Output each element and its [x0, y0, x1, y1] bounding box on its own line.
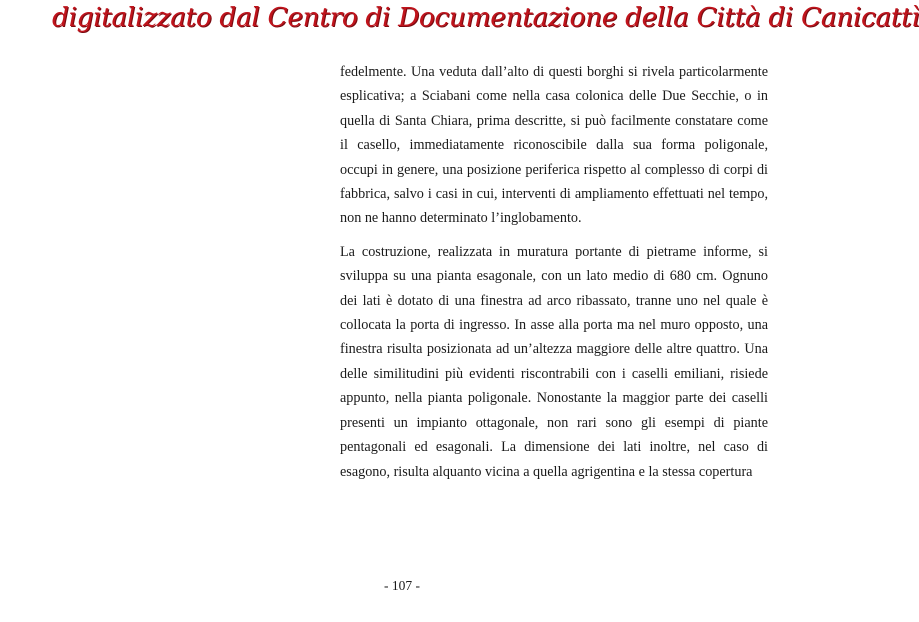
watermark-header: digitalizzato dal Centro di Documentazione della Città di Canicattì [52, 2, 919, 33]
page-number: - 107 - [384, 578, 420, 593]
paragraph-1: fedelmente. Una veduta dall’alto di questi borghi si rivela particolarmente esplicativa; a Sciabani come nella casa colonica delle Due Secchie, o in quella di Santa Chiara, prima descritte, si può facilmente constatare come il casello, immediatamente riconoscibile dalla sua forma poligonale, occupi in genere, una posizione periferica rispetto al complesso di corpi di fabbrica, salvo i casi in cui, interventi di ampliamento effettuati nel tempo, non ne hanno determinato l’inglobamento. [340, 64, 768, 227]
paragraph-2: La costruzione, realizzata in muratura portante di pietrame informe, si sviluppa su una pianta esagonale, con un lato medio di 680 cm. Ognuno dei lati è dotato di una finestra ad arco ribassato, tranne uno nel quale è collocata la porta di ingresso. In asse alla porta ma nel muro opposto, una finestra risulta posizionata ad un’altezza maggiore delle altre quattro. Una delle similitudini più evidenti riscontrabili con i caselli emiliani, risiede appunto, nella pianta poligonale. Nonostante la maggior parte dei caselli presenti un impianto ottagonale, non rari sono gli esempi di piante pentagonali ed esagonali. La dimensione dei lati inoltre, nel caso di esagono, risulta alquanto vicina a quella agrigentina e la stessa copertura [340, 243, 768, 480]
body-text [340, 60, 768, 484]
